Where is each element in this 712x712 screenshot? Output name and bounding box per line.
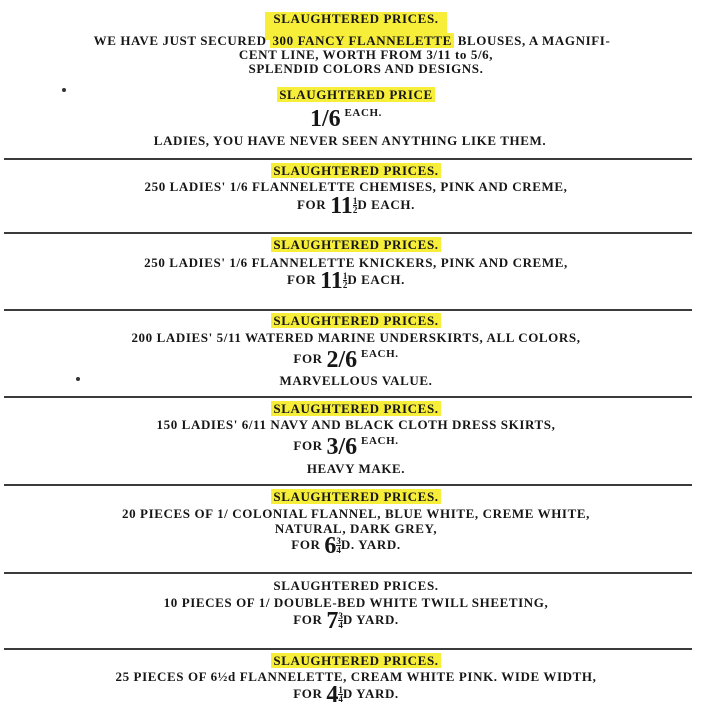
section-divider <box>4 648 692 650</box>
chemises-price-fraction: $\frac{1}{2}$ <box>352 196 358 215</box>
knickers-price-line <box>0 268 702 294</box>
flannelette-tag-line <box>0 654 712 668</box>
flannelette-for: FOR <box>293 686 323 701</box>
knickers-price-amount: 11 <box>320 268 343 294</box>
flannel-price-unit: D. YARD. <box>340 537 401 552</box>
intro-text-before: WE HAVE JUST SECURED <box>93 33 267 48</box>
blouse-price-tag-line <box>0 88 712 102</box>
knickers-tag: SLAUGHTERED PRICES. <box>273 237 439 252</box>
section-divider <box>4 158 692 160</box>
knickers-price-unit: D EACH. <box>347 272 405 287</box>
sheeting-price-fraction: $\frac{3}{4}$ <box>338 611 343 630</box>
intro-text-after: BLOUSES, A MAGNIFI- <box>457 33 611 48</box>
knickers-tag-line <box>0 238 712 252</box>
underskirts-price-amount: 2/6 <box>326 347 358 373</box>
flannelette-price-amount: 4 <box>326 682 339 708</box>
knickers-price-fraction: $\frac{1}{2}$ <box>342 271 348 290</box>
intro-highlight-tag: SLAUGHTERED PRICES. <box>265 12 446 40</box>
sheeting-description: 10 PIECES OF 1/ DOUBLE-BED WHITE TWILL SHEETING, <box>163 595 549 610</box>
blouse-note: LADIES, YOU HAVE NEVER SEEN ANYTHING LIKE THEM. <box>153 133 547 148</box>
underskirts-for: FOR <box>293 351 323 366</box>
chemises-tag: SLAUGHTERED PRICES. <box>273 163 439 178</box>
blouse-price-unit: EACH. <box>344 107 383 119</box>
underskirts-price-line <box>0 347 702 373</box>
underskirts-description: 200 LADIES' 5/11 WATERED MARINE UNDERSKIRTS, ALL COLORS, <box>131 330 581 345</box>
flannelette-price-line <box>0 682 702 708</box>
intro-line-1 <box>0 34 708 48</box>
dress-skirts-description: 150 LADIES' 6/11 NAVY AND BLACK CLOTH DRESS SKIRTS, <box>156 417 556 432</box>
underskirts-tag: SLAUGHTERED PRICES. <box>273 313 439 328</box>
flannel-tag: SLAUGHTERED PRICES. <box>273 489 439 504</box>
dress-skirts-for: FOR <box>293 438 323 453</box>
flannel-price-line <box>0 533 702 559</box>
flannel-price-amount: 6 <box>324 533 337 559</box>
knickers-description: 250 LADIES' 1/6 FLANNELETTE KNICKERS, PINK AND CREME, <box>144 255 568 270</box>
blouse-price-tag: SLAUGHTERED PRICE <box>279 87 433 102</box>
knickers-for: FOR <box>287 272 317 287</box>
intro-highlight: 300 FANCY FLANNELETTE <box>272 33 452 48</box>
section-divider <box>4 232 692 234</box>
underskirts-note: MARVELLOUS VALUE. <box>279 373 433 388</box>
intro-line-3: SPLENDID COLORS AND DESIGNS. <box>248 61 484 76</box>
section-divider <box>4 396 692 398</box>
dress-skirts-price-amount: 3/6 <box>326 434 358 460</box>
dress-skirts-price-line <box>0 434 702 460</box>
section-divider <box>4 309 692 311</box>
chemises-tag-line <box>0 164 712 178</box>
dress-skirts-price-unit: EACH. <box>361 435 399 447</box>
flannel-description: 20 PIECES OF 1/ COLONIAL FLANNEL, BLUE WHITE, CREME WHITE, <box>122 506 590 521</box>
flannel-for: FOR <box>291 537 321 552</box>
intro-line-2: CENT LINE, WORTH FROM 3/11 to 5/6, <box>238 47 494 62</box>
dress-skirts-tag: SLAUGHTERED PRICES. <box>273 401 439 416</box>
dress-skirts-note: HEAVY MAKE. <box>306 461 406 476</box>
blouse-price-amount: 1/6 <box>309 106 341 132</box>
chemises-for: FOR <box>297 197 327 212</box>
section-divider <box>4 484 692 486</box>
section-divider <box>4 572 692 574</box>
sheeting-price-amount: 7 <box>326 608 339 634</box>
sheeting-price-line <box>0 608 702 634</box>
underskirts-tag-line <box>0 314 712 328</box>
flannelette-tag: SLAUGHTERED PRICES. <box>273 653 439 668</box>
dress-skirts-tag-line <box>0 402 712 416</box>
sheeting-for: FOR <box>293 612 323 627</box>
flannelette-price-unit: D YARD. <box>342 686 399 701</box>
underskirts-price-unit: EACH. <box>361 348 399 360</box>
chemises-price-unit: D EACH. <box>357 197 415 212</box>
blouse-price-line <box>0 106 702 132</box>
flannel-tag-line <box>0 490 712 504</box>
sheeting-tag: SLAUGHTERED PRICES. <box>273 578 439 593</box>
chemises-price-amount: 11 <box>330 193 353 219</box>
flannelette-price-fraction: $\frac{1}{4}$ <box>338 685 343 704</box>
flannel-price-fraction: $\frac{3}{4}$ <box>336 536 341 555</box>
sheeting-price-unit: D YARD. <box>342 612 399 627</box>
flannel-description-2: NATURAL, DARK GREY, <box>274 521 438 536</box>
flannelette-description: 25 PIECES OF 6½d FLANNELETTE, CREAM WHITE PINK. WIDE WIDTH, <box>115 669 597 684</box>
chemises-price-line <box>0 193 712 219</box>
chemises-description: 250 LADIES' 1/6 FLANNELETTE CHEMISES, PINK AND CREME, <box>144 179 568 194</box>
